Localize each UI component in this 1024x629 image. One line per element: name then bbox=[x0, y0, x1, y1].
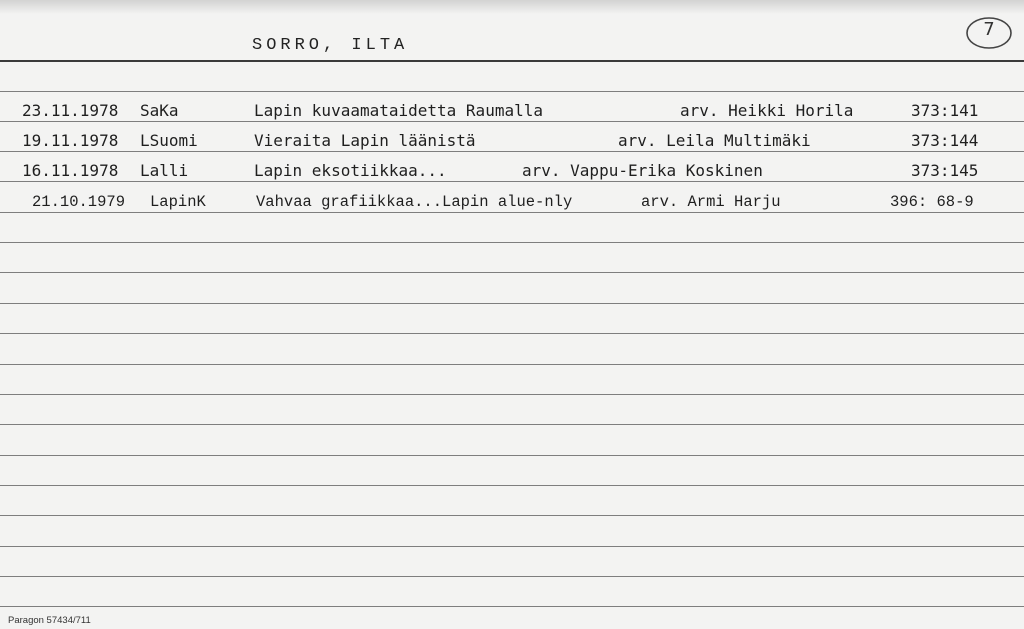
top-edge-smudge bbox=[0, 0, 1024, 14]
entry-source: SaKa bbox=[140, 101, 179, 120]
entry-title: Lapin eksotiikkaa... bbox=[254, 161, 447, 180]
ruled-line bbox=[0, 272, 1024, 273]
ruled-line bbox=[0, 181, 1024, 182]
ruled-line bbox=[0, 303, 1024, 304]
entry-date: 21.10.1979 bbox=[32, 193, 126, 211]
entry-title: Vahvaa grafiikkaa...Lapin alue-nly bbox=[256, 193, 573, 211]
entry-source: Lalli bbox=[140, 161, 189, 180]
printer-imprint: Paragon 57434/711 bbox=[8, 615, 91, 626]
entry-reference: 373:144 bbox=[911, 131, 979, 150]
entry-source: LapinK bbox=[150, 193, 206, 211]
entry-date: 23.11.1978 bbox=[22, 101, 119, 120]
card-heading: SORRO, ILTA bbox=[252, 36, 409, 55]
ruled-line bbox=[0, 121, 1024, 122]
entry-reference: 373:141 bbox=[911, 101, 979, 120]
entry-reviewer: arv. Vappu-Erika Koskinen bbox=[522, 161, 763, 180]
entry-title: Vieraita Lapin läänistä bbox=[254, 131, 476, 150]
entry-source: LSuomi bbox=[140, 131, 198, 150]
card-number-circle bbox=[964, 14, 1014, 52]
card-number: 7 bbox=[983, 19, 995, 40]
ruled-line bbox=[0, 455, 1024, 456]
ruled-line bbox=[0, 515, 1024, 516]
ruled-line bbox=[0, 242, 1024, 243]
entry-reference: 396: 68-9 bbox=[890, 193, 974, 211]
entry-date: 19.11.1978 bbox=[22, 131, 119, 150]
entry-title: Lapin kuvaamataidetta Raumalla bbox=[254, 101, 543, 120]
entry-reference: 373:145 bbox=[911, 161, 979, 180]
entry-date: 16.11.1978 bbox=[22, 161, 119, 180]
ruled-line bbox=[0, 333, 1024, 334]
ruled-line bbox=[0, 546, 1024, 547]
ruled-line bbox=[0, 91, 1024, 92]
ruled-line bbox=[0, 576, 1024, 577]
entry-reviewer: arv. Leila Multimäki bbox=[618, 131, 811, 150]
ruled-line bbox=[0, 394, 1024, 395]
ruled-line bbox=[0, 485, 1024, 486]
entry-reviewer: arv. Armi Harju bbox=[641, 193, 781, 211]
entry-reviewer: arv. Heikki Horila bbox=[680, 101, 854, 120]
header-rule bbox=[0, 60, 1024, 62]
ruled-line bbox=[0, 151, 1024, 152]
ruled-line bbox=[0, 606, 1024, 607]
ruled-line bbox=[0, 364, 1024, 365]
ruled-line bbox=[0, 212, 1024, 213]
ruled-line bbox=[0, 424, 1024, 425]
